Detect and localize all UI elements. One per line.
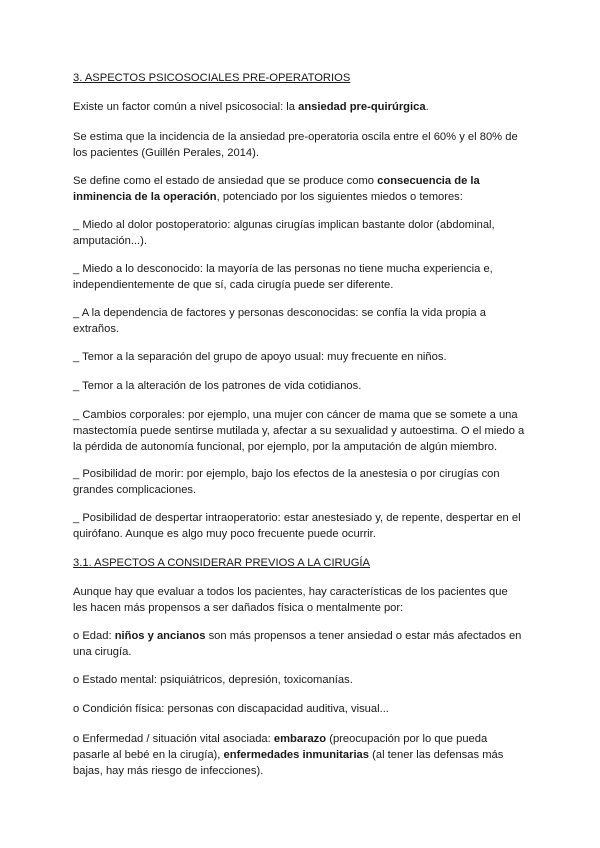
list-item: o Condición física: personas con discapacidad auditiva, visual... xyxy=(73,703,389,715)
bold-term: enfermedades inmunitarias xyxy=(223,749,370,761)
paragraph-text: (preocupación por lo que pueda pasarle al bebé en la cirugía), xyxy=(73,733,488,761)
list-item: _ Miedo a lo desconocido: la mayoría de las personas no tiene mucha experiencia e, independientemente de que sí, cada cirugía puede ser diferente. xyxy=(73,263,493,291)
list-item xyxy=(73,731,525,779)
section-heading: 3. ASPECTOS PSICOSOCIALES PRE-OPERATORIOS xyxy=(73,72,351,84)
paragraph-text: Se define como el estado de ansiedad que se produce como xyxy=(73,175,378,187)
paragraph-text: (al tener las defensas más bajas, hay más riesgo de infecciones). xyxy=(73,749,504,777)
list-item xyxy=(73,628,525,660)
paragraph-text: son más propensos a tener ansiedad o estar más afectados en una cirugía. xyxy=(73,630,522,658)
list-item: _ Miedo al dolor postoperatorio: algunas cirugías implican bastante dolor (abdominal, amputación...). xyxy=(73,219,495,247)
list-item: o Estado mental: psiquiátricos, depresión, toxicomanías. xyxy=(73,674,353,686)
list-item: _ Posibilidad de despertar intraoperatorio: estar anestesiado y, de repente, despertar en el quirófano. Aunque es algo muy poco frecuente puede ocurrir. xyxy=(73,512,521,540)
paragraph: Se estima que la incidencia de la ansiedad pre-operatoria oscila entre el 60% y el 80% de los pacientes (Guillén Perales, 2014). xyxy=(73,131,518,159)
paragraph-text: Existe un factor común a nivel psicosocial: la xyxy=(73,101,299,113)
paragraph: Aunque hay que evaluar a todos los pacientes, hay características de los pacientes que les hacen más propensos a ser dañados física o mentalmente por: xyxy=(73,586,508,614)
list-item: _ A la dependencia de factores y personas desconocidas: se confía la vida propia a extraños. xyxy=(73,307,486,335)
bold-term: embarazo xyxy=(273,733,327,745)
bold-term: niños y ancianos xyxy=(114,630,206,642)
list-item: _ Cambios corporales: por ejemplo, una mujer con cáncer de mama que se somete a una mastectomía puede sentirse mutilada y, afectar a su sexualidad y autoestima. O el miedo a la pérdida de autonomía funcional, por ejemplo, por la amputación de algún miembro. xyxy=(73,409,525,453)
paragraph-text: , potenciado por los siguientes miedos o temores: xyxy=(216,191,463,203)
bold-term: ansiedad pre-quirúrgica xyxy=(298,101,426,113)
paragraph-text: o Edad: xyxy=(73,630,115,642)
paragraph-text: o Enfermedad / situación vital asociada: xyxy=(73,733,274,745)
section-heading: 3.1. ASPECTOS A CONSIDERAR PREVIOS A LA CIRUGÍA xyxy=(73,557,370,569)
bold-term: consecuencia de la inminencia de la operación xyxy=(73,175,480,203)
paragraph-text: . xyxy=(425,101,429,113)
paragraph xyxy=(73,173,525,205)
paragraph xyxy=(73,99,525,115)
list-item: _ Temor a la separación del grupo de apoyo usual: muy frecuente en niños. xyxy=(73,351,447,363)
list-item: _ Temor a la alteración de los patrones de vida cotidianos. xyxy=(73,380,362,392)
list-item: _ Posibilidad de morir: por ejemplo, bajo los efectos de la anestesia o por cirugías con grandes complicaciones. xyxy=(73,468,500,496)
